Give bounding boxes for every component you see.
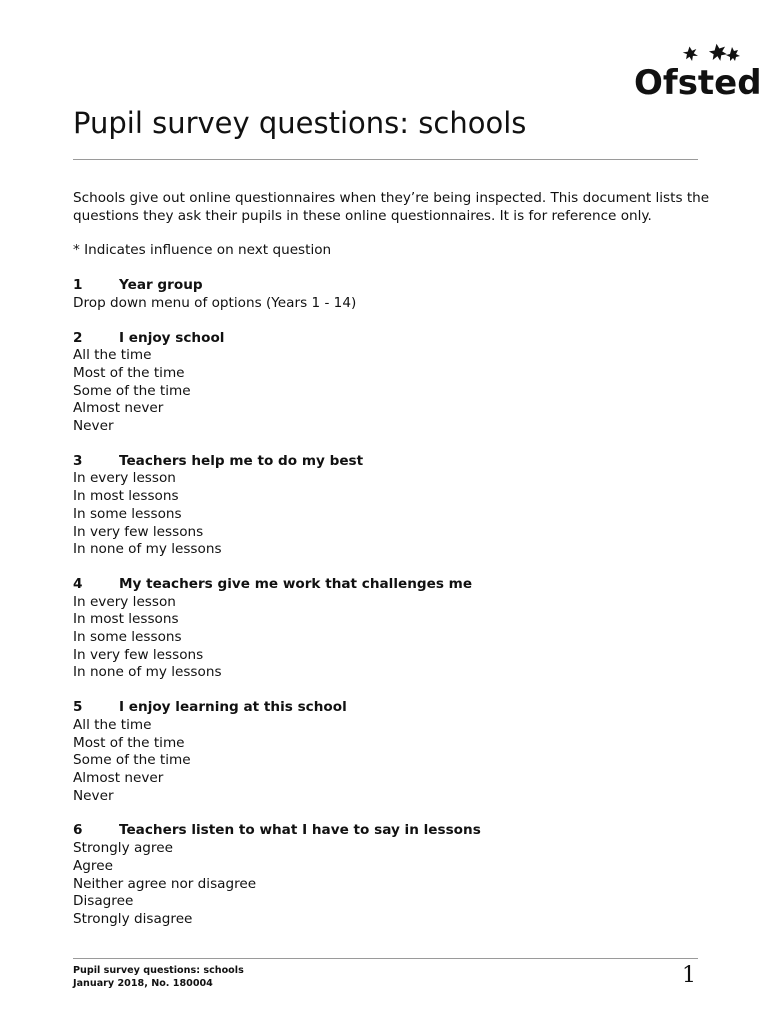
- question-number: 1: [73, 277, 83, 294]
- question-number: 4: [73, 575, 83, 592]
- question-block: [73, 576, 713, 682]
- question-number: 6: [73, 822, 83, 839]
- answer-option: In none of my lessons: [73, 541, 222, 558]
- answer-options: [73, 594, 713, 683]
- question-number: 2: [73, 329, 83, 346]
- answer-option: In none of my lessons: [73, 664, 222, 681]
- question-text: My teachers give me work that challenges me: [119, 575, 473, 592]
- three-stars-logo-icon: [632, 40, 762, 103]
- answer-options: [73, 347, 713, 436]
- answer-option: Strongly disagree: [73, 910, 193, 927]
- question-list: [73, 277, 713, 929]
- page-title: Pupil survey questions: schools: [73, 106, 527, 140]
- footer-doc-ref: January 2018, No. 180004: [73, 977, 213, 989]
- question-block: [73, 330, 713, 436]
- answer-option: Agree: [73, 857, 113, 874]
- logo-wordmark: Ofsted: [634, 63, 762, 103]
- answer-option: Never: [73, 418, 114, 435]
- answer-option: Drop down menu of options (Years 1 - 14): [73, 294, 357, 311]
- question-text: Year group: [119, 277, 203, 294]
- answer-option: In some lessons: [73, 505, 182, 522]
- footer-doc-info: [73, 965, 244, 990]
- footer-doc-title: Pupil survey questions: schools: [73, 965, 244, 976]
- answer-options: [73, 470, 713, 559]
- question-heading: [73, 699, 713, 717]
- answer-option: All the time: [73, 347, 152, 364]
- footer-divider: [73, 958, 698, 959]
- answer-option: Disagree: [73, 893, 134, 910]
- question-heading: [73, 822, 713, 840]
- ofsted-logo: [632, 40, 762, 103]
- answer-option: In very few lessons: [73, 646, 204, 663]
- question-text: Teachers help me to do my best: [119, 452, 364, 469]
- answer-option: Some of the time: [73, 382, 191, 399]
- question-heading: [73, 330, 713, 348]
- answer-option: Strongly agree: [73, 840, 173, 857]
- answer-option: Neither agree nor disagree: [73, 875, 257, 892]
- answer-options: [73, 295, 713, 313]
- question-number: 3: [73, 452, 83, 469]
- question-number: 5: [73, 699, 83, 716]
- intro-paragraph: Schools give out online questionnaires when they’re being inspected. This document lists the questions they ask their pupils in these online questionnaires. It is for reference only.: [73, 190, 710, 224]
- question-block: [73, 277, 713, 312]
- question-heading: [73, 576, 713, 594]
- answer-option: Most of the time: [73, 364, 185, 381]
- question-block: [73, 822, 713, 928]
- title-divider: [73, 159, 698, 160]
- question-text: Teachers listen to what I have to say in lessons: [119, 822, 481, 839]
- influence-note: * Indicates influence on next question: [73, 242, 332, 259]
- question-block: [73, 453, 713, 559]
- question-text: I enjoy school: [119, 329, 225, 346]
- question-heading: [73, 453, 713, 471]
- question-heading: [73, 277, 713, 295]
- answer-options: [73, 840, 713, 929]
- answer-option: In most lessons: [73, 611, 179, 628]
- question-text: I enjoy learning at this school: [119, 699, 347, 716]
- answer-option: Never: [73, 787, 114, 804]
- answer-options: [73, 717, 713, 806]
- document-body: [73, 190, 713, 946]
- answer-option: In most lessons: [73, 488, 179, 505]
- answer-option: Most of the time: [73, 734, 185, 751]
- answer-option: All the time: [73, 716, 152, 733]
- page-number: 1: [682, 963, 696, 988]
- answer-option: In some lessons: [73, 629, 182, 646]
- answer-option: In every lesson: [73, 593, 176, 610]
- answer-option: Some of the time: [73, 752, 191, 769]
- answer-option: Almost never: [73, 400, 164, 417]
- answer-option: In every lesson: [73, 470, 176, 487]
- question-block: [73, 699, 713, 805]
- answer-option: In very few lessons: [73, 523, 204, 540]
- answer-option: Almost never: [73, 769, 164, 786]
